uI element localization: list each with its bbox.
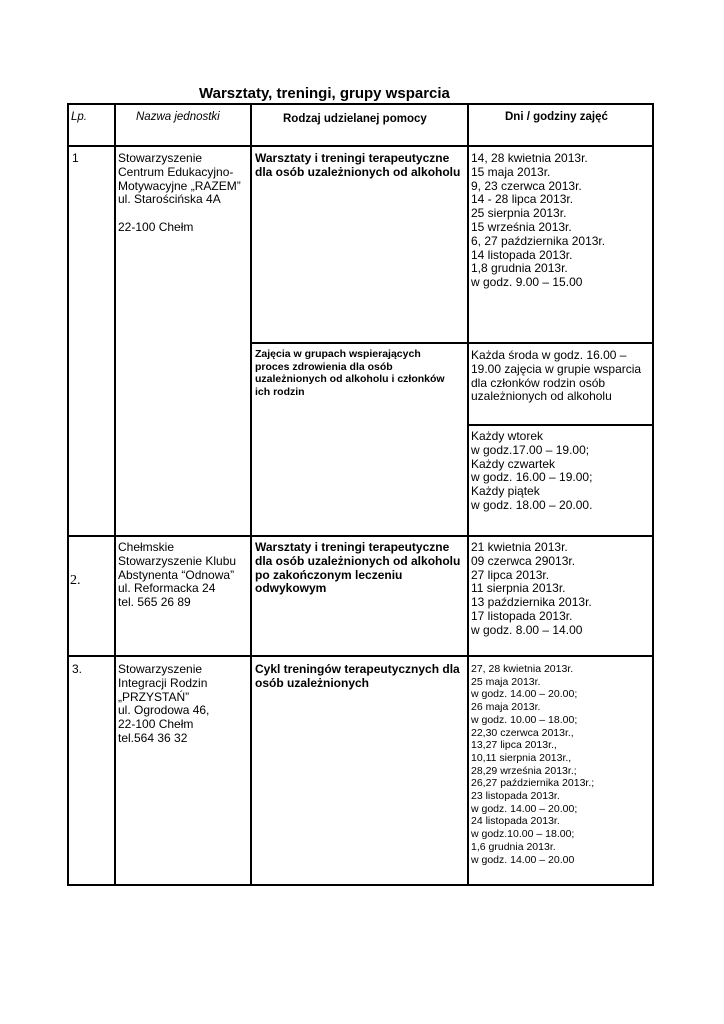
days-line: 6, 27 października 2013r.	[471, 233, 606, 248]
days-line: w godz. 14.00 – 20.00;	[471, 802, 578, 815]
days-line: w godz. 9.00 – 15.00	[471, 275, 583, 290]
unit-line: Abstynenta “Odnowa”	[118, 567, 235, 582]
service-type	[255, 348, 445, 399]
days-line: 13 października 2013r.	[471, 595, 592, 610]
days-line: w godz. 18.00 – 20.00.	[471, 497, 593, 512]
days-line: 21 kwietnia 2013r.	[471, 540, 568, 554]
unit-line: Motywacyjne „RAZEM”	[118, 178, 241, 193]
column-divider	[114, 103, 116, 886]
table-border-right	[652, 103, 654, 886]
days-line: 27, 28 kwietnia 2013r.	[471, 663, 574, 675]
type-line: Zajęcia w grupach wspierających	[255, 348, 421, 360]
type-line: dla osób uzależnionych od alkoholu	[255, 553, 461, 568]
unit-line: Centrum Edukacyjno-	[118, 164, 234, 179]
days-line: 1,6 grudnia 2013r.	[471, 840, 556, 853]
days-line: w godz. 14.00 – 20.00;	[471, 688, 578, 701]
days-line: 15 maja 2013r.	[471, 164, 551, 179]
type-line: uzależnionych od alkoholu i członków	[255, 373, 445, 386]
unit-line: Chełmskie	[118, 540, 175, 554]
table-border-bottom	[67, 884, 654, 886]
unit-info	[118, 152, 241, 235]
days-line: 15 września 2013r.	[471, 219, 572, 234]
days-line: 17 listopada 2013r.	[471, 608, 573, 623]
unit-line: ul. Reformacka 24	[118, 581, 216, 596]
service-days	[471, 663, 594, 866]
days-line: dla członków rodzin osób	[471, 375, 606, 390]
type-line: dla osób uzależnionych od alkoholu	[255, 164, 461, 179]
days-line: 26 maja 2013r.	[471, 701, 541, 714]
type-line: ich rodzin	[255, 386, 305, 399]
days-line: Każdy czwartek	[471, 456, 556, 471]
row-divider	[67, 535, 654, 537]
days-line: 09 czerwca 29013r.	[471, 553, 576, 568]
row-number: 1	[72, 151, 79, 165]
service-days	[471, 152, 605, 290]
row-divider	[250, 342, 654, 344]
unit-info	[118, 663, 209, 746]
days-line: 23 listopada 2013r.	[471, 790, 560, 803]
service-days	[471, 541, 592, 638]
row-number: 2.	[70, 573, 81, 588]
service-type	[255, 152, 460, 180]
days-line: 28,29 września 2013r.;	[471, 764, 577, 777]
days-line: w godz.17.00 – 19.00;	[471, 442, 590, 457]
days-line: w godz. 16.00 – 19.00;	[471, 470, 593, 485]
days-line: uzależnionych od alkoholu	[471, 389, 612, 404]
unit-info	[118, 541, 236, 610]
service-days	[471, 430, 592, 513]
service-type	[255, 663, 460, 691]
row-divider	[467, 424, 654, 426]
days-line: 11 sierpnia 2013r.	[471, 581, 566, 596]
unit-line: tel.564 36 32	[118, 730, 188, 745]
unit-line: 22-100 Chełm	[118, 717, 194, 732]
days-line: 14 - 28 lipca 2013r.	[471, 192, 574, 207]
days-line: w godz. 14.00 – 20.00	[471, 853, 575, 866]
days-line: Każdy wtorek	[471, 429, 544, 443]
days-line: 9, 23 czerwca 2013r.	[471, 178, 582, 193]
days-line: 25 sierpnia 2013r.	[471, 206, 567, 221]
type-line: Cykl treningów terapeutycznych dla	[255, 662, 460, 676]
days-line: 27 lipca 2013r.	[471, 567, 550, 582]
days-line: 24 listopada 2013r.	[471, 815, 560, 828]
type-line: proces zdrowienia dla osób	[255, 360, 393, 373]
service-days	[471, 349, 641, 404]
days-line: w godz. 10.00 – 18.00;	[471, 713, 578, 726]
days-line: w godz.10.00 – 18.00;	[471, 828, 575, 841]
row-number: 3.	[72, 662, 83, 676]
days-line: 10,11 sierpnia 2013r.,	[471, 751, 572, 764]
type-line: odwykowym	[255, 581, 327, 596]
unit-line: Stowarzyszenie Klubu	[118, 553, 237, 568]
days-line: 1,8 grudnia 2013r.	[471, 261, 568, 276]
unit-line: Stowarzyszenie	[118, 151, 203, 165]
days-line: Każdy piątek	[471, 484, 540, 499]
type-line: Warsztaty i treningi terapeutyczne	[255, 540, 450, 554]
header-name: Nazwa jednostki	[136, 111, 220, 123]
days-line: 14, 28 kwietnia 2013r.	[471, 151, 588, 165]
row-divider	[67, 655, 654, 657]
days-line: 25 maja 2013r.	[471, 675, 541, 688]
service-type	[255, 541, 460, 596]
type-line: po zakończonym leczeniu	[255, 567, 403, 582]
unit-line: tel. 565 26 89	[118, 595, 191, 610]
unit-line: Stowarzyszenie	[118, 662, 203, 676]
unit-line: ul. Ogrodowa 46,	[118, 703, 210, 718]
table-border-left	[67, 103, 69, 886]
column-divider	[250, 103, 252, 886]
unit-line: ul. Starościńska 4A	[118, 192, 221, 207]
header-divider	[67, 145, 654, 147]
page-title: Warsztaty, treningi, grupy wsparcia	[199, 85, 450, 102]
column-divider	[467, 103, 469, 886]
table-border-top	[67, 103, 654, 105]
days-line: 13,27 lipca 2013r.,	[471, 739, 557, 752]
header-days: Dni / godziny zajęć	[505, 111, 608, 123]
header-lp: Lp.	[71, 111, 87, 123]
days-line: 19.00 zajęcia w grupie wsparcia	[471, 361, 642, 376]
days-line: 26,27 października 2013r.;	[471, 777, 595, 790]
days-line: w godz. 8.00 – 14.00	[471, 622, 583, 637]
unit-line: „PRZYSTAŃ”	[118, 689, 190, 704]
type-line: osób uzależnionych	[255, 675, 370, 690]
type-line: Warsztaty i treningi terapeutyczne	[255, 151, 450, 165]
unit-line: 22-100 Chełm	[118, 219, 194, 234]
unit-line	[118, 207, 241, 221]
days-line: Każda środa w godz. 16.00 –	[471, 348, 627, 362]
unit-line: Integracji Rodzin	[118, 675, 208, 690]
days-line: 14 listopada 2013r.	[471, 247, 573, 262]
header-type: Rodzaj udzielanej pomocy	[283, 113, 427, 125]
days-line: 22,30 czerwca 2013r.,	[471, 726, 574, 739]
